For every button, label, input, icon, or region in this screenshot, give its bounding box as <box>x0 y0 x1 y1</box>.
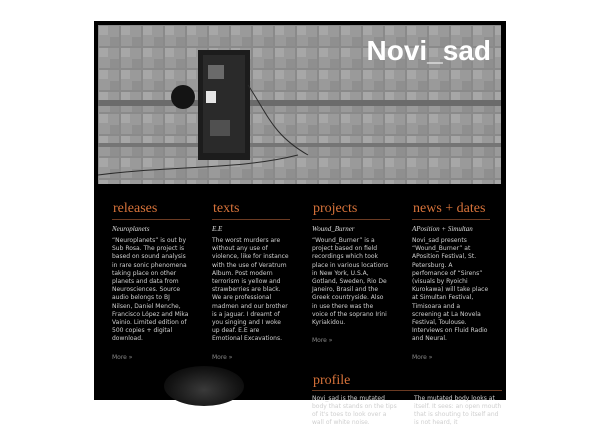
column-releases <box>112 201 190 363</box>
item-title[interactable]: Wound_Burner <box>312 225 355 233</box>
item-title[interactable]: APosition + Simultan <box>412 225 473 233</box>
profile-text-left: Novi_sad is the mutated body that stands on the tips of it's toes to look over a wall of white noise. <box>312 395 397 426</box>
profile-section <box>312 373 502 427</box>
more-link[interactable]: More » <box>112 353 133 361</box>
column-news-dates <box>412 201 490 363</box>
profile-photo <box>164 366 244 406</box>
more-link[interactable]: More » <box>212 353 233 361</box>
item-text: The worst murders are without any use of violence, like for instance with the use of Veratrum Album. Post modern terrorism is yellow and strawberries are black. We are professional madmen and our brother is a jaguar. I dreamt of you singing and I woke up deaf. E.E are Emotional Excavations. <box>212 237 289 343</box>
section-heading-news[interactable]: news + dates <box>412 201 490 220</box>
more-link[interactable]: More » <box>412 353 433 361</box>
section-heading-releases[interactable]: releases <box>112 201 190 220</box>
page-frame <box>94 21 506 426</box>
site-title: Novi_sad <box>366 35 491 66</box>
more-link[interactable]: More » <box>312 337 333 345</box>
item-text: “Neuroplanets” is out by Sub Rosa. The project is based on sound analysis in rare sonic phenomena taking place on other planets and data from Neurosciences. Source audio belongs to BJ Nilsen, Daniel Menche, Francisco López and Mika Vainio. Limited edition of 500 copies + digital download. <box>112 237 189 343</box>
item-title[interactable]: Neuroplanets <box>112 225 150 233</box>
item-text: “Wound_Burner” is a project based on field recordings which took place in various locations in New York, U.S.A, Gotland, Sweden, Rio De Janeiro, Brasil and the Greek countryside. Also in use there was the voice of the soprano Irini Kyriakidou. <box>312 237 389 327</box>
profile-text-right: The mutated body looks at itself. It sees: an open mouth that is shouting to itself and is not heard, it <box>414 395 502 426</box>
column-texts <box>212 201 290 363</box>
hero-image <box>98 25 501 184</box>
item-text: Novi_sad presents “Wound_Burner” at APosition Festival, St. Petersburg. A perfomance of “Sirens” (visuals by Ryoichi Kurokawa) will take place at Simultan Festival, Timisoara and a screening at La Novela Festival, Toulouse. Interviews on Fluid Radio and Neural. <box>412 237 489 343</box>
section-heading-projects[interactable]: projects <box>312 201 390 220</box>
column-projects <box>312 201 390 346</box>
section-heading-texts[interactable]: texts <box>212 201 290 220</box>
item-title[interactable]: E.E <box>212 225 223 233</box>
section-heading-profile[interactable]: profile <box>312 373 502 391</box>
